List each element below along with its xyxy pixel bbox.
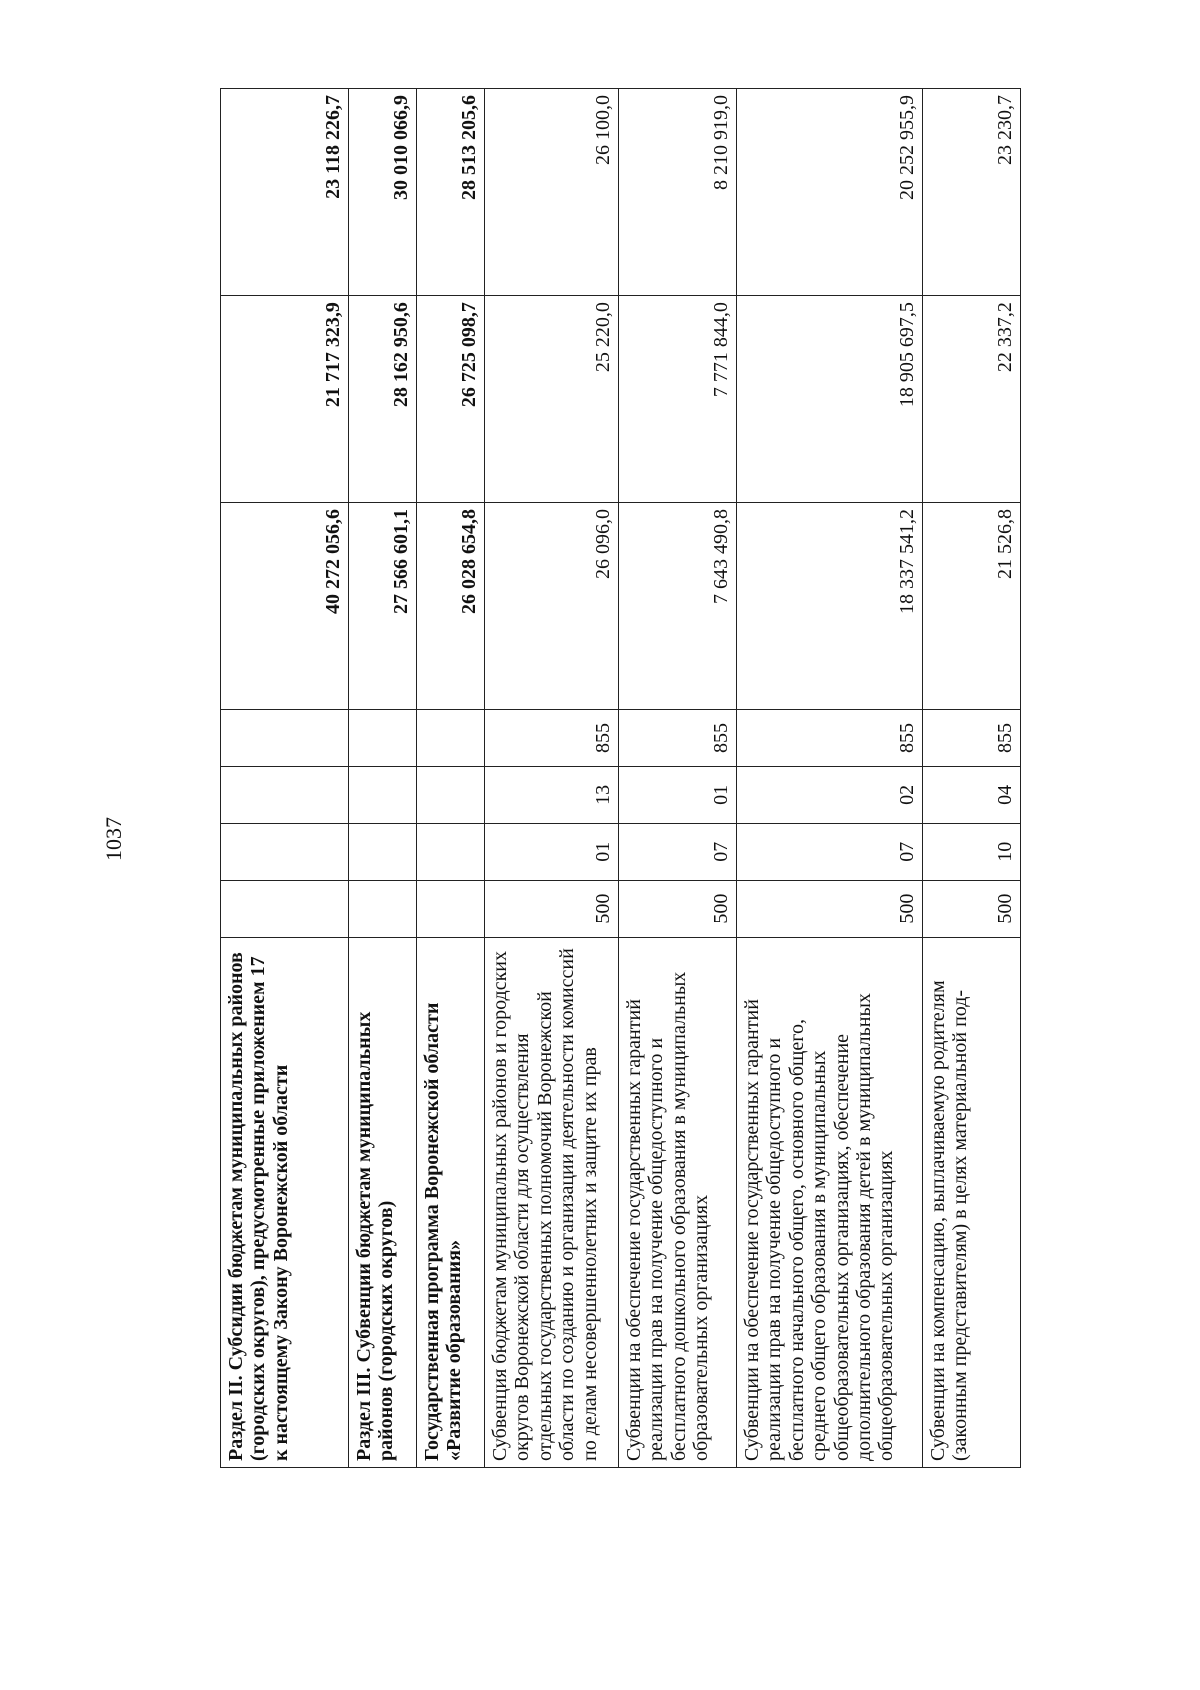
expense-type-code	[349, 710, 417, 767]
amount-year-3: 28 513 205,6	[417, 89, 485, 296]
grbs-code	[417, 880, 485, 937]
row-name: Раздел III. Субвенции бюджетам муниципальных районов (городских округов)	[349, 937, 417, 1467]
budget-table	[220, 88, 1021, 1468]
table-row	[737, 89, 923, 1468]
budget-table-wrapper	[220, 88, 1020, 1468]
table-row	[221, 89, 349, 1468]
subsection-code: 02	[737, 766, 923, 823]
grbs-code: 500	[619, 880, 737, 937]
expense-type-code	[417, 710, 485, 767]
expense-type-code: 855	[923, 710, 1021, 767]
amount-year-1: 26 096,0	[485, 503, 619, 710]
page-number: 1037	[101, 817, 126, 861]
subsection-code: 13	[485, 766, 619, 823]
amount-year-1: 40 272 056,6	[221, 503, 349, 710]
table-row	[619, 89, 737, 1468]
amount-year-2: 26 725 098,7	[417, 296, 485, 503]
amount-year-3: 23 230,7	[923, 89, 1021, 296]
expense-type-code: 855	[485, 710, 619, 767]
table-row	[923, 89, 1021, 1468]
section-code: 10	[923, 823, 1021, 880]
table-row	[349, 89, 417, 1468]
subsection-code: 04	[923, 766, 1021, 823]
row-name: Субвенции на компенсацию, выплачиваемую родителям (законным представителям) в целях материальной под-	[923, 937, 1021, 1467]
amount-year-2: 22 337,2	[923, 296, 1021, 503]
amount-year-3: 30 010 066,9	[349, 89, 417, 296]
amount-year-3: 20 252 955,9	[737, 89, 923, 296]
section-code	[349, 823, 417, 880]
table-row	[485, 89, 619, 1468]
amount-year-1: 27 566 601,1	[349, 503, 417, 710]
expense-type-code: 855	[737, 710, 923, 767]
subsection-code	[417, 766, 485, 823]
grbs-code: 500	[923, 880, 1021, 937]
amount-year-1: 7 643 490,8	[619, 503, 737, 710]
row-name: Субвенции на обеспечение государственных гарантий реализации прав на получение общедоступного и бесплатного начального общего, основного общего, среднего общего образования в муниципальных общеобразовательных организациях, обеспечение дополнительного образования детей в муниципальных общеобразовательных организациях	[737, 937, 923, 1467]
amount-year-1: 26 028 654,8	[417, 503, 485, 710]
grbs-code	[349, 880, 417, 937]
row-name: Субвенция бюджетам муниципальных районов и городских округов Воронежской области для осуществления отдельных государственных полномочий Воронежской области по созданию и организации деятельности комиссий по делам несовершеннолетних и защите их прав	[485, 937, 619, 1467]
grbs-code: 500	[737, 880, 923, 937]
amount-year-2: 25 220,0	[485, 296, 619, 503]
amount-year-2: 7 771 844,0	[619, 296, 737, 503]
grbs-code: 500	[485, 880, 619, 937]
amount-year-1: 18 337 541,2	[737, 503, 923, 710]
row-name: Государственная программа Воронежской области «Развитие образования»	[417, 937, 485, 1467]
amount-year-3: 26 100,0	[485, 89, 619, 296]
amount-year-3: 23 118 226,7	[221, 89, 349, 296]
amount-year-2: 21 717 323,9	[221, 296, 349, 503]
subsection-code	[349, 766, 417, 823]
amount-year-3: 8 210 919,0	[619, 89, 737, 296]
amount-year-1: 21 526,8	[923, 503, 1021, 710]
subsection-code: 01	[619, 766, 737, 823]
row-name: Субвенции на обеспечение государственных гарантий реализации прав на получение общедоступного и бесплатного дошкольного образования в муниципальных образовательных организациях	[619, 937, 737, 1467]
section-code	[417, 823, 485, 880]
grbs-code	[221, 880, 349, 937]
row-name: Раздел II. Субсидии бюджетам муниципальных районов (городских округов), предусмотренные приложением 17 к настоящему Закону Воронежской области	[221, 937, 349, 1467]
amount-year-2: 18 905 697,5	[737, 296, 923, 503]
section-code: 07	[737, 823, 923, 880]
expense-type-code: 855	[619, 710, 737, 767]
amount-year-2: 28 162 950,6	[349, 296, 417, 503]
subsection-code	[221, 766, 349, 823]
section-code	[221, 823, 349, 880]
expense-type-code	[221, 710, 349, 767]
table-row	[417, 89, 485, 1468]
section-code: 01	[485, 823, 619, 880]
section-code: 07	[619, 823, 737, 880]
